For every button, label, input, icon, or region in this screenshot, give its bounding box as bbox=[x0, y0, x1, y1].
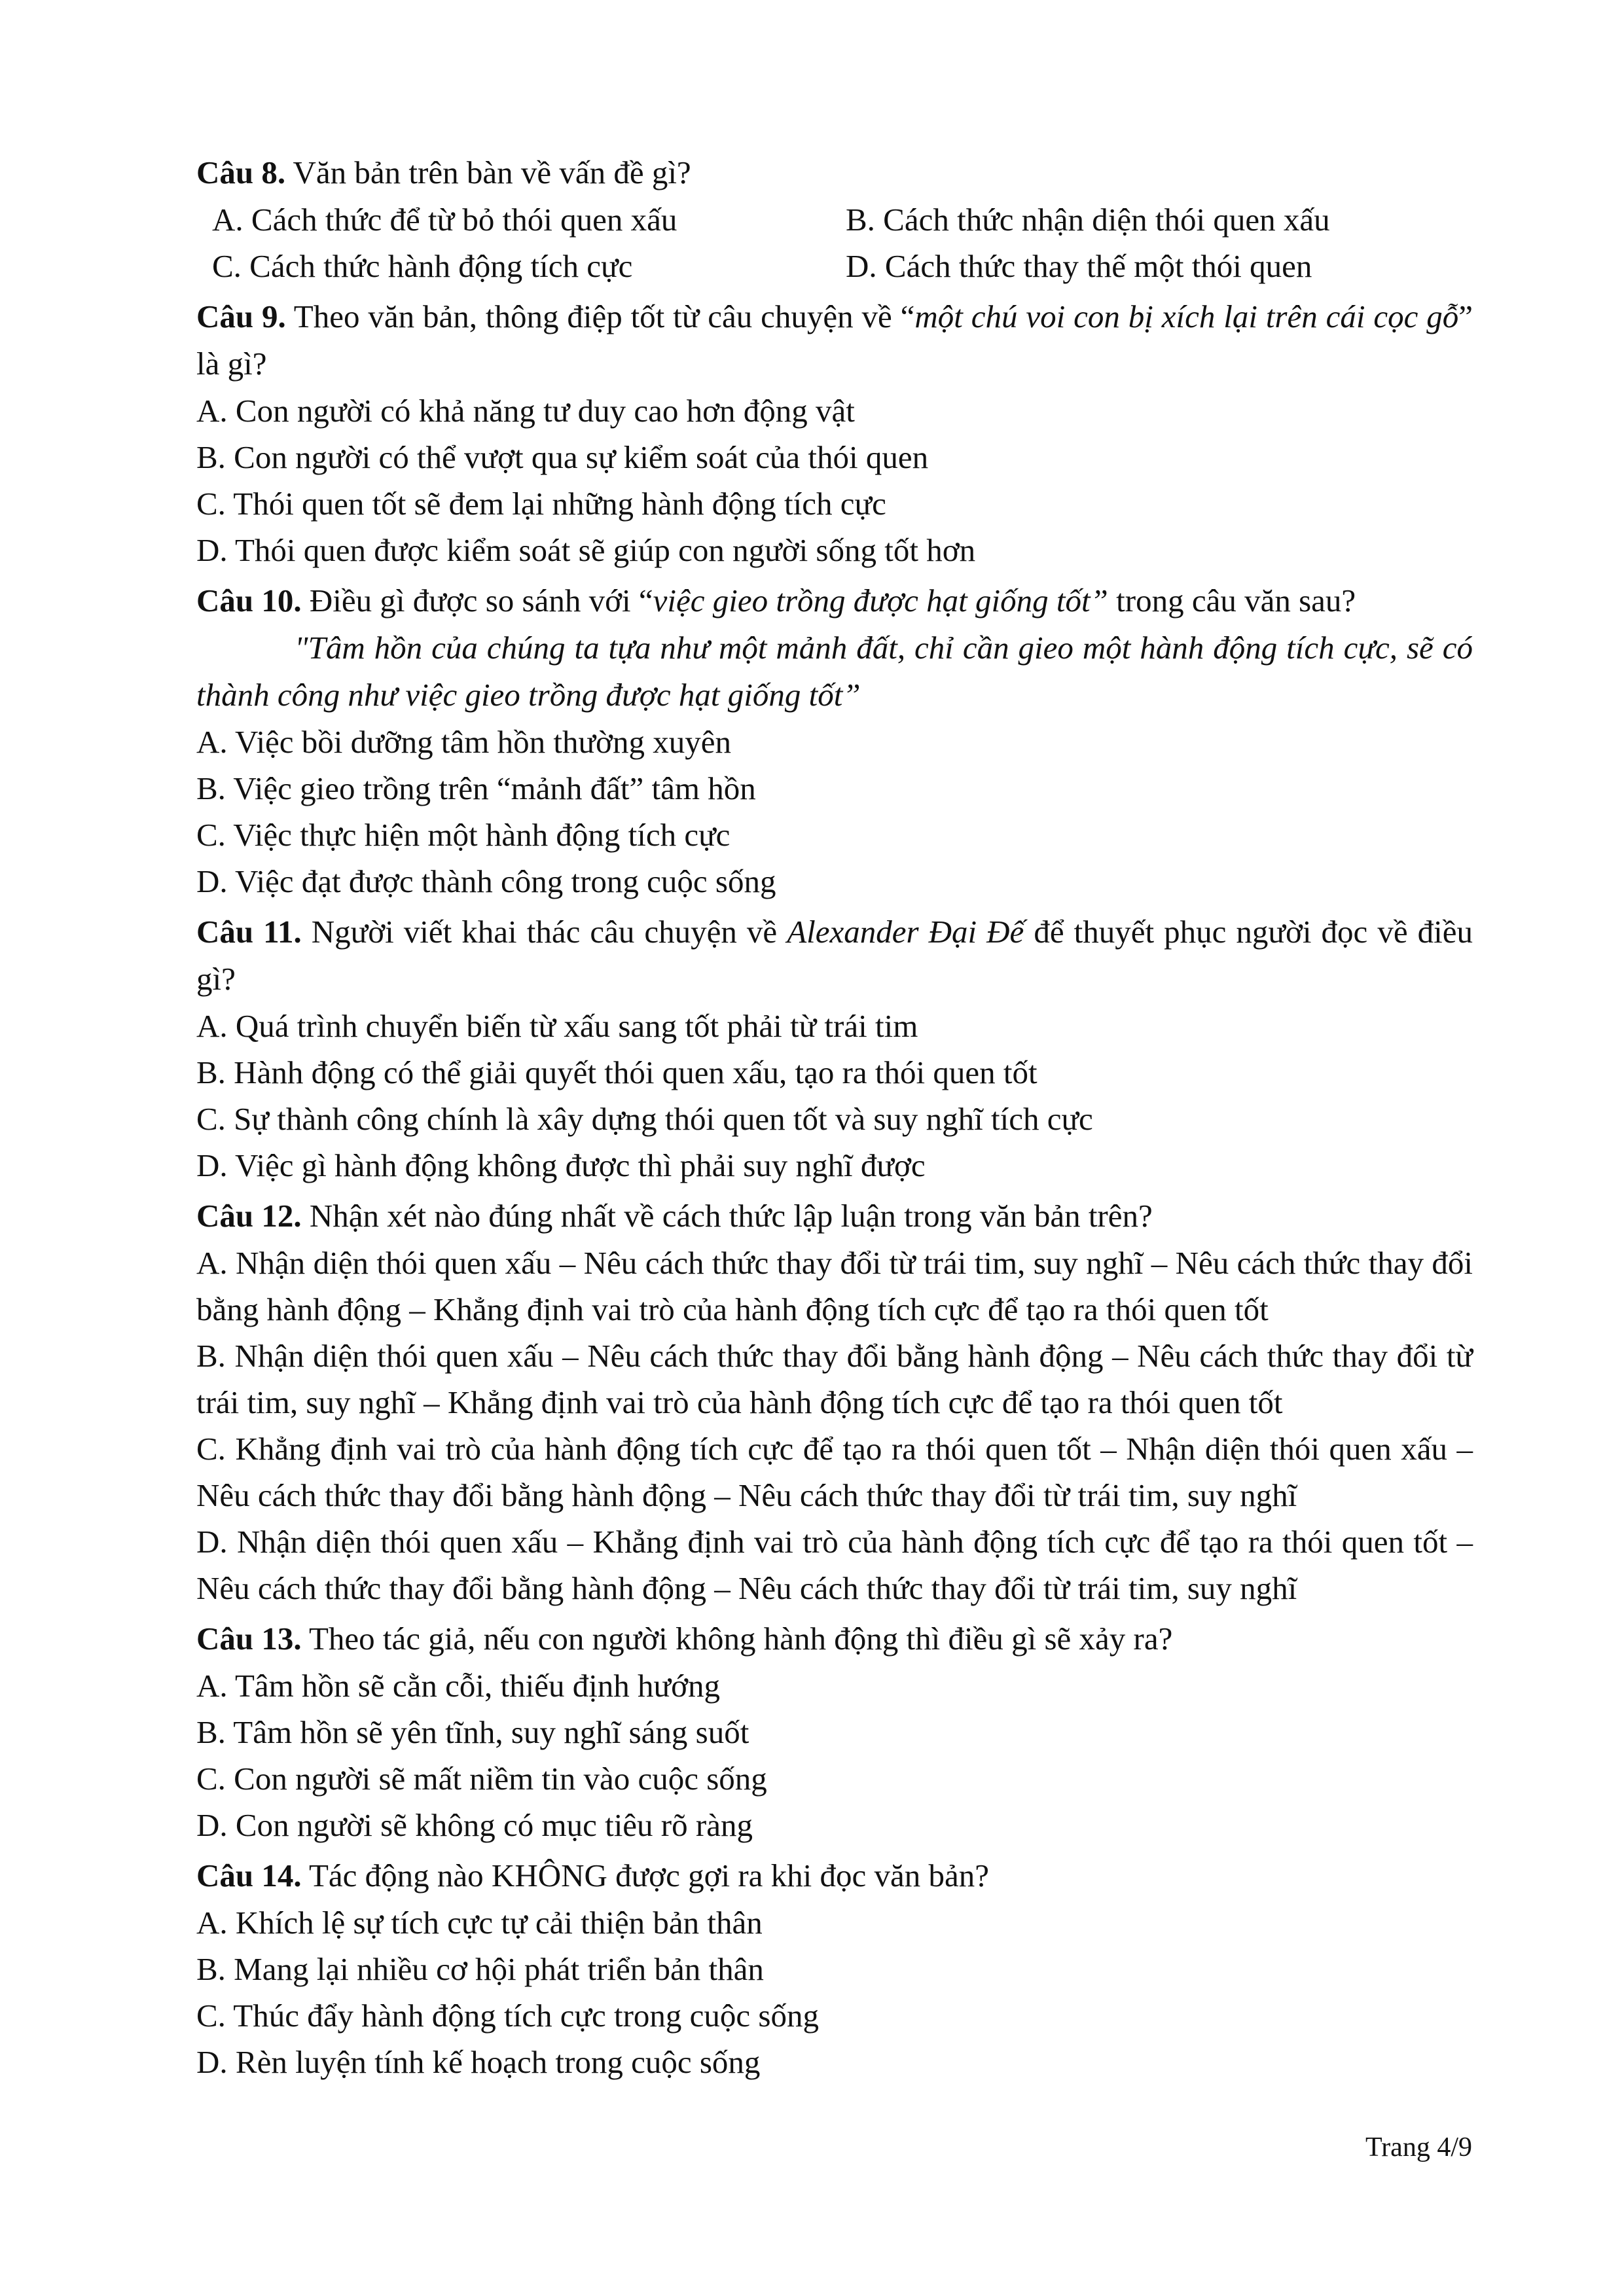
question-text: Tác động nào KHÔNG được gợi ra khi đọc văn bản? bbox=[301, 1857, 990, 1893]
answer-options bbox=[196, 1240, 1473, 1611]
answer-option: D. Việc đạt được thành công trong cuộc sống bbox=[196, 863, 776, 899]
question-stem bbox=[196, 1852, 1473, 1899]
answer-option: C. Thúc đẩy hành động tích cực trong cuộc sống bbox=[196, 1998, 820, 2034]
answer-option: C. Con người sẽ mất niềm tin vào cuộc sống bbox=[196, 1761, 767, 1797]
question-stem bbox=[196, 149, 1473, 196]
answer-option: A. Cách thức để từ bỏ thói quen xấu bbox=[212, 202, 677, 238]
answer-option: C. Sự thành công chính là xây dựng thói quen tốt và suy nghĩ tích cực bbox=[196, 1101, 1093, 1137]
question-text: ” là gì? bbox=[196, 298, 1473, 382]
question-text: Alexander Đại Đế bbox=[787, 914, 1024, 950]
answer-option: B. Mang lại nhiều cơ hội phát triển bản thân bbox=[196, 1951, 764, 1987]
answer-option: C. Việc thực hiện một hành động tích cực bbox=[196, 817, 731, 853]
question-block bbox=[196, 1615, 1473, 1848]
answer-option: A. Nhận diện thói quen xấu – Nêu cách thức thay đổi từ trái tim, suy nghĩ – Nêu cách thức thay đổi bằng hành động – Khẳng định vai trò của hành động tích cực để tạo ra thói quen tốt bbox=[196, 1245, 1473, 1327]
question-number: Câu 11. bbox=[196, 914, 302, 950]
answer-option: C. Cách thức hành động tích cực bbox=[212, 248, 633, 284]
question-block bbox=[196, 149, 1473, 289]
question-number: Câu 10. bbox=[196, 583, 302, 619]
question-text: để thuyết phục người đọc về điều gì? bbox=[196, 914, 1473, 997]
question-stem bbox=[196, 1193, 1473, 1240]
answer-option: A. Việc bồi dưỡng tâm hồn thường xuyên bbox=[196, 724, 731, 760]
answer-option: D. Việc gì hành động không được thì phải suy nghĩ được bbox=[196, 1147, 926, 1183]
question-text: trong câu văn sau? bbox=[1108, 583, 1356, 619]
question-block bbox=[196, 1193, 1473, 1611]
question-text: Văn bản trên bàn về vấn đề gì? bbox=[285, 154, 691, 190]
question-number: Câu 12. bbox=[196, 1198, 302, 1234]
answer-option: D. Nhận diện thói quen xấu – Khẳng định vai trò của hành động tích cực để tạo ra thói quen tốt – Nêu cách thức thay đổi bằng hành động – Nêu cách thức thay đổi từ trái tim, suy nghĩ bbox=[196, 1524, 1473, 1606]
question-number: Câu 9. bbox=[196, 298, 286, 334]
question-text: Điều gì được so sánh với “ bbox=[301, 583, 653, 619]
answer-option: D. Thói quen được kiểm soát sẽ giúp con người sống tốt hơn bbox=[196, 532, 976, 568]
question-block bbox=[196, 1852, 1473, 2085]
answer-options bbox=[196, 1662, 1473, 1848]
answer-options bbox=[196, 1899, 1473, 2085]
answer-options bbox=[196, 719, 1473, 905]
answer-option: D. Con người sẽ không có mục tiêu rõ ràng bbox=[196, 1807, 753, 1843]
answer-options bbox=[196, 196, 1473, 289]
question-number: Câu 14. bbox=[196, 1857, 302, 1893]
question-text: Người viết khai thác câu chuyện về bbox=[301, 914, 787, 950]
question-block bbox=[196, 577, 1473, 905]
question-block bbox=[196, 293, 1473, 573]
question-number: Câu 13. bbox=[196, 1621, 302, 1657]
question-number: Câu 8. bbox=[196, 154, 286, 190]
answer-option: B. Nhận diện thói quen xấu – Nêu cách thức thay đổi bằng hành động – Nêu cách thức thay đổi từ trái tim, suy nghĩ – Khẳng định vai trò của hành động tích cực để tạo ra thói quen tốt bbox=[196, 1338, 1473, 1420]
answer-option: A. Quá trình chuyển biến từ xấu sang tốt phải từ trái tim bbox=[196, 1008, 918, 1044]
answer-option: C. Khẳng định vai trò của hành động tích cực để tạo ra thói quen tốt – Nhận diện thói quen xấu – Nêu cách thức thay đổi bằng hành động – Nêu cách thức thay đổi từ trái tim, suy nghĩ bbox=[196, 1431, 1473, 1513]
question-list bbox=[196, 149, 1473, 2085]
question-page bbox=[196, 149, 1473, 2089]
answer-option: B. Hành động có thể giải quyết thói quen xấu, tạo ra thói quen tốt bbox=[196, 1054, 1038, 1090]
answer-option: D. Cách thức thay thế một thói quen bbox=[846, 248, 1312, 284]
answer-option: A. Khích lệ sự tích cực tự cải thiện bản thân bbox=[196, 1905, 763, 1941]
answer-options bbox=[196, 387, 1473, 573]
question-stem bbox=[196, 577, 1473, 624]
quoted-sentence: "Tâm hồn của chúng ta tựa như một mảnh đất, chỉ cần gieo một hành động tích cực, sẽ có thành công như việc gieo trồng được hạt giống tốt” bbox=[196, 630, 1473, 713]
answer-option: B. Cách thức nhận diện thói quen xấu bbox=[846, 202, 1330, 238]
answer-option: B. Việc gieo trồng trên “mảnh đất” tâm hồn bbox=[196, 770, 756, 806]
answer-options bbox=[196, 1003, 1473, 1189]
question-text: việc gieo trồng được hạt giống tốt” bbox=[653, 583, 1108, 619]
question-stem bbox=[196, 908, 1473, 1003]
answer-option: A. Con người có khả năng tư duy cao hơn động vật bbox=[196, 393, 855, 429]
question-text: một chú voi con bị xích lại trên cái cọc gỗ bbox=[914, 298, 1459, 334]
answer-option: A. Tâm hồn sẽ cằn cỗi, thiếu định hướng bbox=[196, 1668, 721, 1704]
answer-option: C. Thói quen tốt sẽ đem lại những hành động tích cực bbox=[196, 486, 886, 522]
answer-option: D. Rèn luyện tính kế hoạch trong cuộc sống bbox=[196, 2044, 761, 2080]
answer-option: B. Con người có thể vượt qua sự kiểm soát của thói quen bbox=[196, 439, 929, 475]
question-block bbox=[196, 908, 1473, 1189]
answer-option: B. Tâm hồn sẽ yên tĩnh, suy nghĩ sáng suốt bbox=[196, 1714, 749, 1750]
question-text: Theo tác giả, nếu con người không hành động thì điều gì sẽ xảy ra? bbox=[301, 1621, 1173, 1657]
question-stem bbox=[196, 293, 1473, 387]
question-stem bbox=[196, 1615, 1473, 1662]
question-text: Theo văn bản, thông điệp tốt từ câu chuyện về “ bbox=[285, 298, 915, 334]
question-text: Nhận xét nào đúng nhất về cách thức lập luận trong văn bản trên? bbox=[301, 1198, 1153, 1234]
page-number: Trang 4/9 bbox=[1365, 2132, 1472, 2162]
